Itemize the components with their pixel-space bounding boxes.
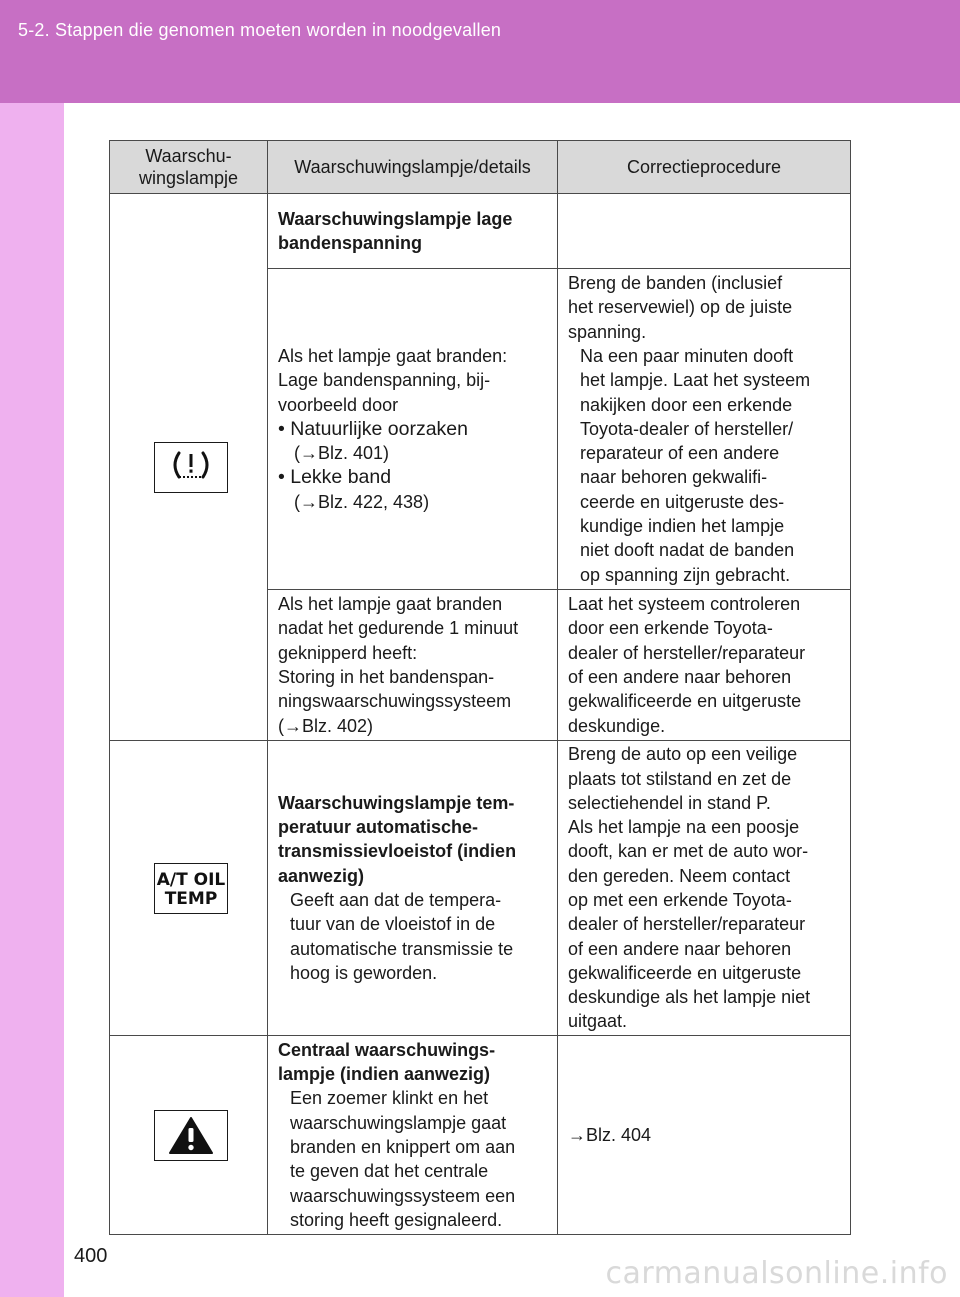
correction-sub-line: Toyota-dealer of hersteller/ bbox=[580, 418, 794, 439]
correction-line: Breng de auto op een veilige bbox=[568, 744, 798, 765]
page-reference: (→Blz. 401) bbox=[294, 443, 390, 464]
detail-line: ningswaarschuwingssysteem bbox=[278, 691, 512, 712]
detail-line: storing heeft gesignaleerd. bbox=[290, 1209, 503, 1230]
atoil-detail-cell bbox=[268, 741, 558, 1036]
atoil-correction-cell bbox=[558, 741, 851, 1036]
tpms-flash-correction-cell bbox=[558, 590, 851, 741]
detail-line: Geeft aan dat de tempera- bbox=[290, 890, 502, 910]
tpms-title-line: Waarschuwingslampje lage bbox=[278, 208, 513, 229]
master-icon-cell bbox=[110, 1036, 268, 1235]
correction-sub-line: reparateur of een andere bbox=[580, 443, 780, 464]
table-row bbox=[110, 194, 851, 269]
temp-icon-label: TEMP bbox=[164, 889, 217, 909]
detail-line: Als het lampje gaat branden: bbox=[278, 345, 508, 366]
correction-sub-line: op spanning zijn gebracht. bbox=[580, 564, 791, 585]
correction-line: deskundige als het lampje niet bbox=[568, 987, 811, 1008]
correction-sub-line: niet dooft nadat de banden bbox=[580, 540, 795, 561]
atoil-icon-cell bbox=[110, 741, 268, 1036]
table-row bbox=[110, 1036, 851, 1235]
correction-line: door een erkende Toyota- bbox=[568, 618, 773, 639]
atoil-title-line: Waarschuwingslampje tem- bbox=[278, 792, 515, 813]
master-title-line: Centraal waarschuwings- bbox=[278, 1039, 496, 1060]
correction-sub-line: kundige indien het lampje bbox=[580, 516, 785, 537]
correction-line: het reservewiel) op de juiste bbox=[568, 297, 793, 318]
watermark: carmanualsonline.info bbox=[605, 1256, 948, 1291]
correction-line: dealer of hersteller/reparateur bbox=[568, 642, 806, 663]
master-title-line: lampje (indien aanwezig) bbox=[278, 1064, 491, 1085]
correction-line: Als het lampje na een poosje bbox=[568, 817, 800, 838]
table-header-row bbox=[110, 141, 851, 194]
correction-line: spanning. bbox=[568, 321, 647, 342]
correction-line: dooft, kan er met de auto wor- bbox=[568, 841, 809, 862]
correction-line: op met een erkende Toyota- bbox=[568, 890, 792, 910]
correction-sub-line: nakijken door een erkende bbox=[580, 394, 793, 415]
at-oil-temp-icon bbox=[154, 863, 228, 914]
page-number: 400 bbox=[74, 1245, 108, 1267]
correction-line: Laat het systeem controleren bbox=[568, 594, 801, 615]
detail-line: geknipperd heeft: bbox=[278, 642, 418, 663]
detail-line: te geven dat het centrale bbox=[290, 1161, 489, 1182]
column-header-light: Waarschu- wingslampje bbox=[110, 141, 268, 194]
detail-line: Als het lampje gaat branden bbox=[278, 594, 503, 615]
detail-line: automatische transmissie te bbox=[290, 938, 514, 959]
correction-line: plaats tot stilstand en zet de bbox=[568, 768, 792, 789]
correction-line: of een andere naar behoren bbox=[568, 667, 792, 687]
correction-line: Breng de banden (inclusief bbox=[568, 273, 783, 294]
detail-line: voorbeeld door bbox=[278, 394, 399, 415]
tire-pressure-warning-icon bbox=[154, 442, 228, 493]
column-header-details: Waarschuwingslampje/details bbox=[268, 141, 558, 194]
tpms-icon-cell bbox=[110, 194, 268, 741]
bullet-item: • Lekke band bbox=[278, 466, 392, 489]
table-row bbox=[110, 741, 851, 1036]
column-header-correction: Correctieprocedure bbox=[558, 141, 851, 194]
tpms-title-correction-cell bbox=[558, 194, 851, 269]
correction-line: dealer of hersteller/reparateur bbox=[568, 914, 806, 935]
page-reference: →Blz. 404 bbox=[568, 1124, 652, 1145]
correction-sub-line: het lampje. Laat het systeem bbox=[580, 370, 811, 391]
correction-line: selectiehendel in stand P. bbox=[568, 792, 771, 813]
at-oil-icon-label: A/T OIL bbox=[156, 870, 225, 890]
correction-sub-line: naar behoren gekwalifi- bbox=[580, 467, 768, 488]
detail-line: Storing in het bandenspan- bbox=[278, 667, 495, 687]
warning-light-table bbox=[109, 140, 851, 1235]
header-band bbox=[0, 0, 960, 103]
tpms-on-correction-cell bbox=[558, 269, 851, 590]
master-detail-cell bbox=[268, 1036, 558, 1235]
detail-line: tuur van de vloeistof in de bbox=[290, 914, 496, 935]
correction-line: gekwalificeerde en uitgeruste bbox=[568, 691, 802, 712]
atoil-title-line: transmissievloeistof (indien bbox=[278, 841, 517, 862]
master-correction-cell bbox=[558, 1036, 851, 1235]
correction-sub-line: ceerde en uitgeruste des- bbox=[580, 491, 785, 512]
detail-line: nadat het gedurende 1 minuut bbox=[278, 618, 519, 639]
detail-line: waarschuwingslampje gaat bbox=[290, 1112, 507, 1133]
correction-line: deskundige. bbox=[568, 715, 666, 736]
tpms-on-detail-cell bbox=[268, 269, 558, 590]
tpms-flash-detail-cell bbox=[268, 590, 558, 741]
correction-line: uitgaat. bbox=[568, 1011, 628, 1032]
tpms-title-cell bbox=[268, 194, 558, 269]
page-reference: (→Blz. 422, 438) bbox=[294, 491, 430, 512]
detail-line: waarschuwingssysteem een bbox=[290, 1185, 516, 1206]
correction-line: of een andere naar behoren bbox=[568, 938, 792, 959]
bullet-item: • Natuurlijke oorzaken bbox=[278, 417, 469, 440]
atoil-title-line: aanwezig) bbox=[278, 865, 365, 886]
detail-line: Een zoemer klinkt en het bbox=[290, 1088, 489, 1109]
atoil-title-line: peratuur automatische- bbox=[278, 817, 479, 838]
correction-line: den gereden. Neem contact bbox=[568, 865, 791, 886]
detail-line: (→Blz. 402) bbox=[278, 715, 374, 736]
correction-sub-line: Na een paar minuten dooft bbox=[580, 345, 794, 366]
master-warning-icon bbox=[154, 1110, 228, 1161]
side-strip bbox=[0, 103, 64, 1297]
tpms-title-line: bandenspanning bbox=[278, 233, 422, 253]
detail-line: Lage bandenspanning, bij- bbox=[278, 370, 491, 391]
correction-line: gekwalificeerde en uitgeruste bbox=[568, 962, 802, 983]
section-title: 5-2. Stappen die genomen moeten worden in noodgevallen bbox=[18, 20, 502, 40]
detail-line: hoog is geworden. bbox=[290, 962, 438, 983]
detail-line: branden en knippert om aan bbox=[290, 1137, 516, 1157]
